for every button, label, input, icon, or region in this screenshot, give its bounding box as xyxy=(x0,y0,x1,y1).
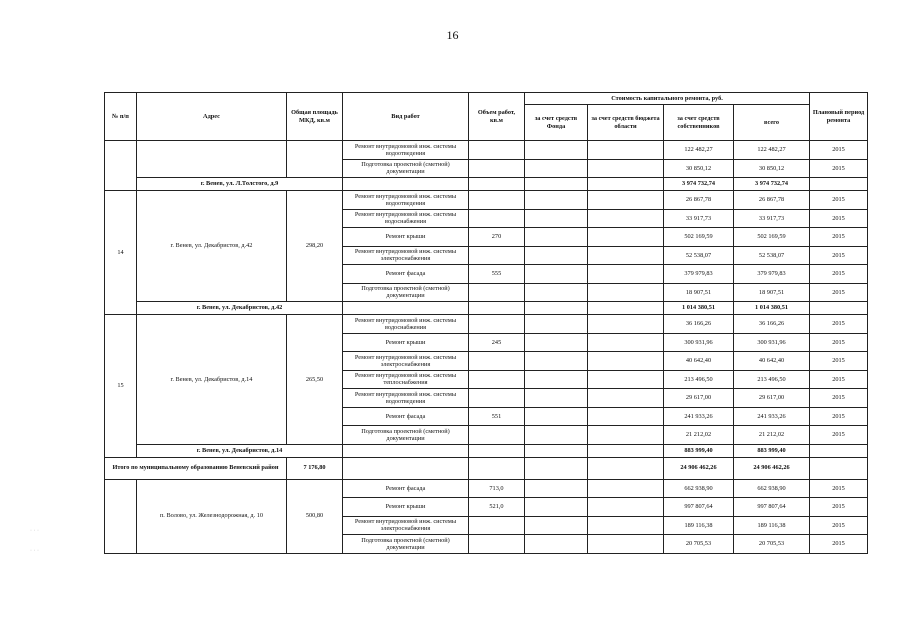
period-cell: 2015 xyxy=(810,265,868,284)
period-cell: 2015 xyxy=(810,333,868,352)
fund-cell xyxy=(525,209,588,228)
owners-cell: 30 850,12 xyxy=(664,159,734,178)
header-budget: за счет средств бюджета области xyxy=(588,105,664,141)
header-area: Общая площадь МКД, кв.м xyxy=(287,93,343,141)
budget-cell xyxy=(588,265,664,284)
volume-cell xyxy=(469,246,525,265)
work-type-cell: Ремонт фасада xyxy=(343,407,469,426)
table-row xyxy=(105,141,868,160)
municipal-total-empty xyxy=(343,457,469,479)
subtotal-total: 883 999,40 xyxy=(734,444,810,457)
budget-cell xyxy=(588,315,664,334)
subtotal-total: 1 014 380,51 xyxy=(734,302,810,315)
municipal-total-total: 24 906 462,26 xyxy=(734,457,810,479)
volume-cell xyxy=(469,370,525,389)
owners-cell: 502 169,59 xyxy=(664,228,734,247)
subtotal-owners: 3 974 732,74 xyxy=(664,178,734,191)
total-cell: 379 979,83 xyxy=(734,265,810,284)
period-cell: 2015 xyxy=(810,535,868,554)
owners-cell: 189 116,38 xyxy=(664,516,734,535)
budget-cell xyxy=(588,407,664,426)
page-number: 16 xyxy=(446,28,459,42)
budget-cell xyxy=(588,370,664,389)
work-type-cell: Ремонт фасада xyxy=(343,479,469,498)
subtotal-row xyxy=(105,444,868,457)
fund-cell xyxy=(525,479,588,498)
period-cell: 2015 xyxy=(810,209,868,228)
owners-cell: 213 496,50 xyxy=(664,370,734,389)
header-work-type: Вид работ xyxy=(343,93,469,141)
subtotal-label: г. Венев, ул. Декабристов, д.42 xyxy=(137,302,343,315)
work-type-cell: Подготовка проектной (сметной) документации xyxy=(343,426,469,445)
municipal-total-empty xyxy=(588,457,664,479)
work-type-cell: Ремонт крыши xyxy=(343,228,469,247)
period-cell: 2015 xyxy=(810,283,868,302)
subtotal-empty xyxy=(525,178,588,191)
header-address: Адрес xyxy=(137,93,287,141)
header-fund: за счет средств Фонда xyxy=(525,105,588,141)
budget-cell xyxy=(588,389,664,408)
fund-cell xyxy=(525,535,588,554)
work-type-cell: Подготовка проектной (сметной) документации xyxy=(343,535,469,554)
table-row xyxy=(105,315,868,334)
volume-cell xyxy=(469,191,525,210)
municipal-total-row xyxy=(105,457,868,479)
volume-cell xyxy=(469,516,525,535)
municipal-total-owners: 24 906 462,26 xyxy=(664,457,734,479)
margin-mark: · · · xyxy=(30,528,39,534)
address-cell xyxy=(137,141,287,178)
subtotal-empty xyxy=(525,444,588,457)
volume-cell: 555 xyxy=(469,265,525,284)
subtotal-owners: 883 999,40 xyxy=(664,444,734,457)
owners-cell: 20 705,53 xyxy=(664,535,734,554)
fund-cell xyxy=(525,389,588,408)
period-cell: 2015 xyxy=(810,315,868,334)
total-cell: 36 166,26 xyxy=(734,315,810,334)
municipal-total-empty xyxy=(525,457,588,479)
total-cell: 213 496,50 xyxy=(734,370,810,389)
total-cell: 52 538,07 xyxy=(734,246,810,265)
subtotal-empty xyxy=(343,302,469,315)
owners-cell: 29 617,00 xyxy=(664,389,734,408)
owners-cell: 33 917,73 xyxy=(664,209,734,228)
area-cell: 500,80 xyxy=(287,479,343,553)
margin-mark: · · · xyxy=(30,548,39,554)
address-cell: г. Венев, ул. Декабристов, д.42 xyxy=(137,191,287,302)
capital-repair-table xyxy=(104,92,868,554)
volume-cell: 521,0 xyxy=(469,498,525,517)
fund-cell xyxy=(525,228,588,247)
work-type-cell: Ремонт внутридомовой инж. системы водоснабжения xyxy=(343,315,469,334)
work-type-cell: Подготовка проектной (сметной) документации xyxy=(343,283,469,302)
fund-cell xyxy=(525,315,588,334)
row-number-cell: 14 xyxy=(105,191,137,315)
budget-cell xyxy=(588,333,664,352)
area-cell xyxy=(287,141,343,178)
subtotal-empty xyxy=(588,444,664,457)
subtotal-empty xyxy=(588,302,664,315)
subtotal-empty xyxy=(810,444,868,457)
total-cell: 241 933,26 xyxy=(734,407,810,426)
volume-cell xyxy=(469,389,525,408)
address-cell: г. Венев, ул. Декабристов, д.14 xyxy=(137,315,287,445)
volume-cell: 713,0 xyxy=(469,479,525,498)
work-type-cell: Ремонт внутридомовой инж. системы электроснабжения xyxy=(343,352,469,371)
total-cell: 21 212,02 xyxy=(734,426,810,445)
budget-cell xyxy=(588,479,664,498)
work-type-cell: Подготовка проектной (сметной) документации xyxy=(343,159,469,178)
subtotal-empty xyxy=(469,178,525,191)
period-cell: 2015 xyxy=(810,141,868,160)
volume-cell xyxy=(469,159,525,178)
owners-cell: 241 933,26 xyxy=(664,407,734,426)
fund-cell xyxy=(525,141,588,160)
work-type-cell: Ремонт внутридомовой инж. системы водоотведения xyxy=(343,191,469,210)
work-type-cell: Ремонт крыши xyxy=(343,498,469,517)
work-type-cell: Ремонт внутридомовой инж. системы электроснабжения xyxy=(343,516,469,535)
fund-cell xyxy=(525,265,588,284)
period-cell: 2015 xyxy=(810,407,868,426)
row-number-cell xyxy=(105,479,137,553)
subtotal-empty xyxy=(343,444,469,457)
municipal-total-label: Итого по муниципальному образованию Веневский район xyxy=(105,457,287,479)
total-cell: 20 705,53 xyxy=(734,535,810,554)
municipal-total-empty xyxy=(469,457,525,479)
fund-cell xyxy=(525,333,588,352)
volume-cell xyxy=(469,352,525,371)
volume-cell: 551 xyxy=(469,407,525,426)
work-type-cell: Ремонт внутридомовой инж. системы водоснабжения xyxy=(343,209,469,228)
fund-cell xyxy=(525,498,588,517)
table-row xyxy=(105,191,868,210)
fund-cell xyxy=(525,407,588,426)
fund-cell xyxy=(525,191,588,210)
municipal-total-empty xyxy=(810,457,868,479)
address-cell: п. Волово, ул. Железнодорожная, д. 10 xyxy=(137,479,287,553)
volume-cell xyxy=(469,283,525,302)
total-cell: 300 931,96 xyxy=(734,333,810,352)
area-cell: 298,20 xyxy=(287,191,343,302)
subtotal-empty xyxy=(525,302,588,315)
owners-cell: 21 212,02 xyxy=(664,426,734,445)
fund-cell xyxy=(525,283,588,302)
subtotal-empty xyxy=(469,302,525,315)
owners-cell: 26 867,78 xyxy=(664,191,734,210)
fund-cell xyxy=(525,246,588,265)
header-volume: Объем работ, кв.м xyxy=(469,93,525,141)
period-cell: 2015 xyxy=(810,426,868,445)
subtotal-label: г. Венев, ул. Л.Толстого, д.9 xyxy=(137,178,343,191)
work-type-cell: Ремонт внутридомовой инж. системы теплоснабжения xyxy=(343,370,469,389)
subtotal-empty xyxy=(343,178,469,191)
header-num: № п/п xyxy=(105,93,137,141)
subtotal-empty xyxy=(469,444,525,457)
total-cell: 29 617,00 xyxy=(734,389,810,408)
total-cell: 26 867,78 xyxy=(734,191,810,210)
budget-cell xyxy=(588,159,664,178)
owners-cell: 379 979,83 xyxy=(664,265,734,284)
work-type-cell: Ремонт фасада xyxy=(343,265,469,284)
owners-cell: 662 938,90 xyxy=(664,479,734,498)
work-type-cell: Ремонт внутридомовой инж. системы электроснабжения xyxy=(343,246,469,265)
row-number-cell xyxy=(105,141,137,191)
subtotal-row xyxy=(105,178,868,191)
owners-cell: 997 807,64 xyxy=(664,498,734,517)
header-total: всего xyxy=(734,105,810,141)
period-cell: 2015 xyxy=(810,389,868,408)
fund-cell xyxy=(525,426,588,445)
total-cell: 502 169,59 xyxy=(734,228,810,247)
volume-cell: 245 xyxy=(469,333,525,352)
subtotal-empty xyxy=(810,178,868,191)
budget-cell xyxy=(588,535,664,554)
budget-cell xyxy=(588,246,664,265)
volume-cell: 270 xyxy=(469,228,525,247)
period-cell: 2015 xyxy=(810,191,868,210)
municipal-total-area: 7 176,80 xyxy=(287,457,343,479)
work-type-cell: Ремонт крыши xyxy=(343,333,469,352)
work-type-cell: Ремонт внутридомовой инж. системы водоотведения xyxy=(343,141,469,160)
subtotal-label: г. Венев, ул. Декабристов, д.14 xyxy=(137,444,343,457)
header-period: Плановый период ремонта xyxy=(810,93,868,141)
owners-cell: 36 166,26 xyxy=(664,315,734,334)
fund-cell xyxy=(525,159,588,178)
subtotal-empty xyxy=(810,302,868,315)
volume-cell xyxy=(469,315,525,334)
subtotal-empty xyxy=(588,178,664,191)
budget-cell xyxy=(588,228,664,247)
total-cell: 40 642,40 xyxy=(734,352,810,371)
owners-cell: 18 907,51 xyxy=(664,283,734,302)
subtotal-owners: 1 014 380,51 xyxy=(664,302,734,315)
total-cell: 18 907,51 xyxy=(734,283,810,302)
volume-cell xyxy=(469,535,525,554)
fund-cell xyxy=(525,352,588,371)
area-cell: 265,50 xyxy=(287,315,343,445)
owners-cell: 40 642,40 xyxy=(664,352,734,371)
budget-cell xyxy=(588,498,664,517)
period-cell: 2015 xyxy=(810,246,868,265)
total-cell: 189 116,38 xyxy=(734,516,810,535)
row-number-cell: 15 xyxy=(105,315,137,458)
work-type-cell: Ремонт внутридомовой инж. системы водоотведения xyxy=(343,389,469,408)
subtotal-total: 3 974 732,74 xyxy=(734,178,810,191)
table-row xyxy=(105,479,868,498)
total-cell: 33 917,73 xyxy=(734,209,810,228)
total-cell: 662 938,90 xyxy=(734,479,810,498)
header-cost-group: Стоимость капитального ремонта, руб. xyxy=(525,93,810,105)
budget-cell xyxy=(588,426,664,445)
period-cell: 2015 xyxy=(810,370,868,389)
period-cell: 2015 xyxy=(810,228,868,247)
budget-cell xyxy=(588,352,664,371)
period-cell: 2015 xyxy=(810,352,868,371)
owners-cell: 300 931,96 xyxy=(664,333,734,352)
total-cell: 997 807,64 xyxy=(734,498,810,517)
total-cell: 30 850,12 xyxy=(734,159,810,178)
header-owners: за счет средств собственников xyxy=(664,105,734,141)
period-cell: 2015 xyxy=(810,479,868,498)
budget-cell xyxy=(588,209,664,228)
budget-cell xyxy=(588,141,664,160)
budget-cell xyxy=(588,191,664,210)
owners-cell: 122 482,27 xyxy=(664,141,734,160)
period-cell: 2015 xyxy=(810,159,868,178)
budget-cell xyxy=(588,283,664,302)
subtotal-row xyxy=(105,302,868,315)
fund-cell xyxy=(525,516,588,535)
volume-cell xyxy=(469,426,525,445)
fund-cell xyxy=(525,370,588,389)
period-cell: 2015 xyxy=(810,498,868,517)
total-cell: 122 482,27 xyxy=(734,141,810,160)
volume-cell xyxy=(469,141,525,160)
period-cell: 2015 xyxy=(810,516,868,535)
volume-cell xyxy=(469,209,525,228)
owners-cell: 52 538,07 xyxy=(664,246,734,265)
budget-cell xyxy=(588,516,664,535)
